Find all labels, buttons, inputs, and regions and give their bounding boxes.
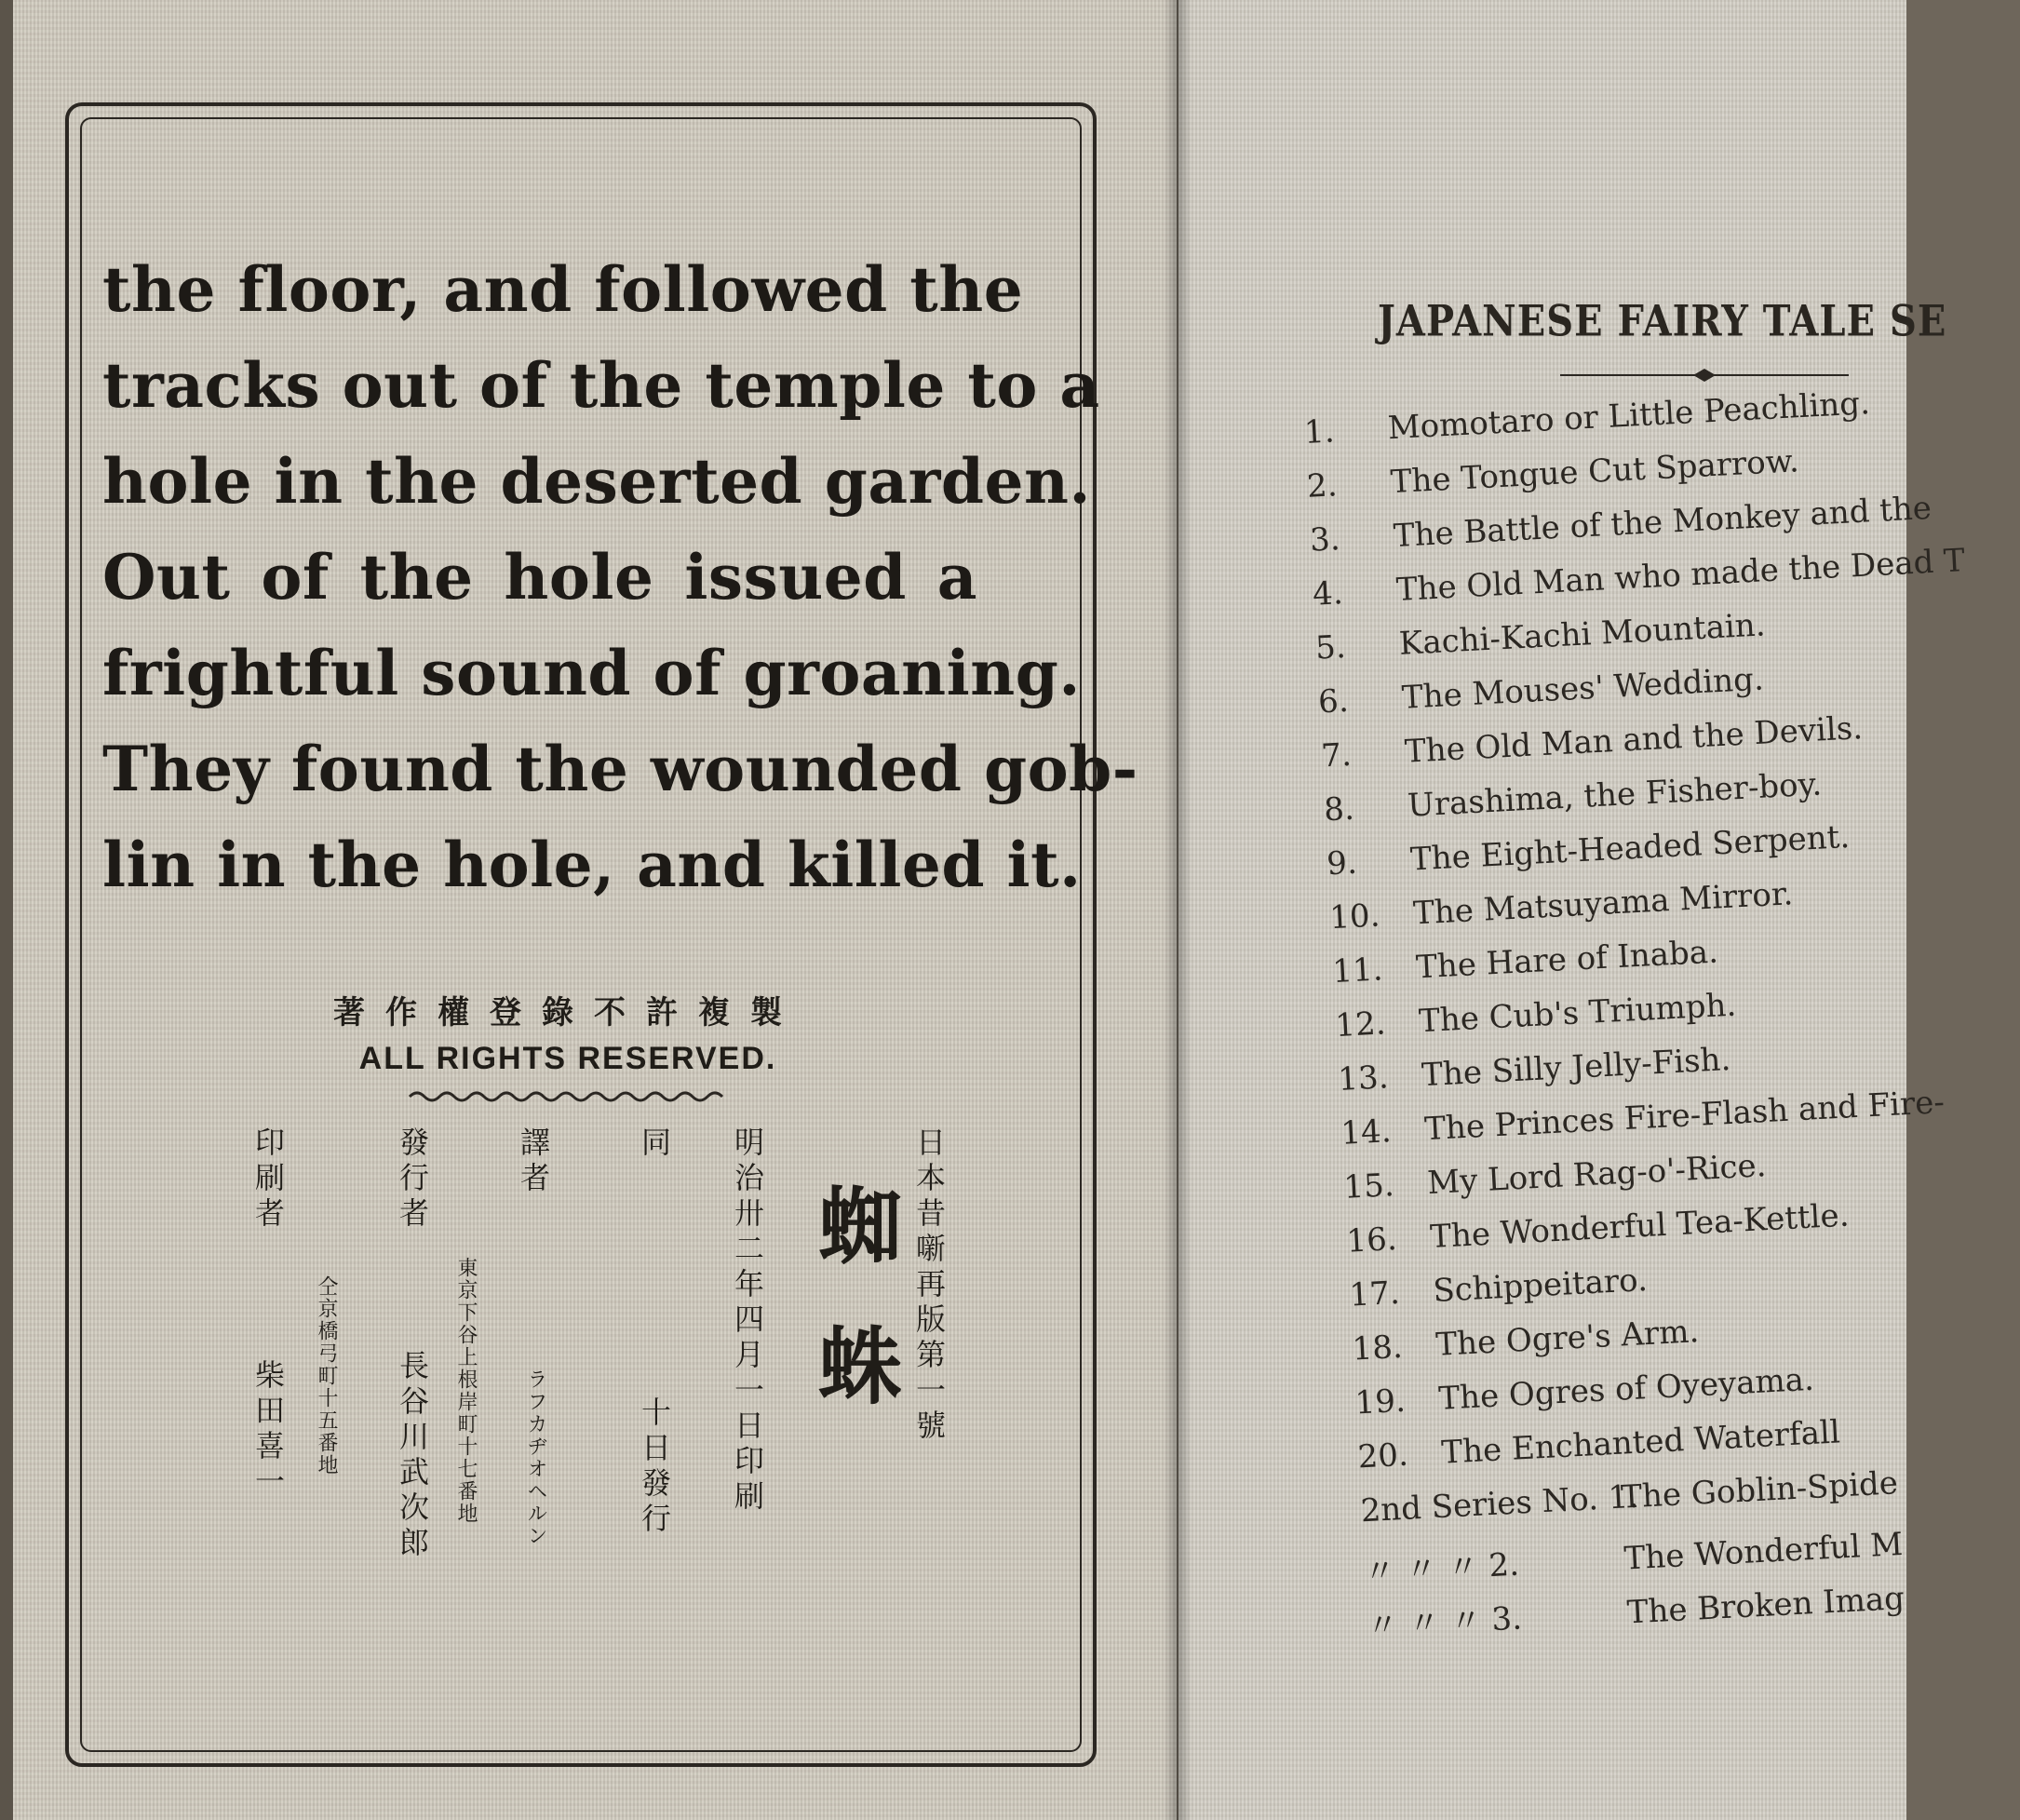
list-item-number: 20. [1356, 1436, 1409, 1476]
colophon-publisher-label: 發行者 [395, 1126, 430, 1233]
list-item-number: 3. [1309, 520, 1341, 559]
colophon-title: 蜘蛛 [803, 1182, 901, 1462]
colophon-printer-address: 仝京橋弓町十五番地 [315, 1275, 338, 1476]
list-item-title: Urashima, the Fisher-boy. [1407, 765, 1824, 825]
list-item-title: The Mouses' Wedding. [1401, 660, 1765, 717]
colophon-issue-label: 同 [637, 1126, 672, 1162]
list-item-title: The Silly Jelly-Fish. [1421, 1040, 1732, 1095]
list-item-number: 2. [1306, 466, 1339, 506]
list-item-title: The Tongue Cut Sparrow. [1389, 442, 1800, 502]
colophon-translator-label: 譯者 [516, 1126, 551, 1197]
list-item-title: The Wonderful M [1623, 1525, 1905, 1578]
list-item-number: 7. [1320, 735, 1353, 775]
colophon-series: 日本昔噺再版第一號 [911, 1126, 947, 1445]
list-item-title: The Cub's Triumph. [1418, 986, 1738, 1041]
colophon-print-date: 明治卅二年四月一日印刷 [730, 1126, 765, 1516]
list-item-title: The Ogres of Oyeyama. [1437, 1360, 1815, 1418]
list-item-title: Schippeitaro. [1432, 1261, 1649, 1310]
list-item-title: The Hare of Inaba. [1415, 933, 1719, 987]
story-line: They found the wounded gob- [102, 733, 1138, 805]
list-item-number: 〃 〃 〃 2. [1363, 1545, 1520, 1592]
list-item-number: 14. [1340, 1112, 1393, 1153]
list-item-number: 1. [1303, 412, 1336, 452]
list-item-title: My Lord Rag-o'-Rice. [1426, 1147, 1768, 1203]
list-item-title: The Battle of the Monkey and the [1392, 489, 1932, 556]
story-text [102, 242, 1138, 913]
list-item-title: The Wonderful Tea-Kettle. [1429, 1196, 1851, 1257]
list-item-number: 9. [1326, 843, 1358, 883]
list-item-number: 19. [1353, 1382, 1407, 1422]
copyright-notice-japanese: 著作權登錄不許複製 [333, 994, 802, 1031]
list-item-title: The Goblin-Spide [1620, 1464, 1899, 1517]
list-item-number: 10. [1328, 897, 1381, 937]
colophon-issue-date: 十日發行 [637, 1396, 672, 1538]
colophon-publisher-name: 長谷川武次郎 [395, 1350, 430, 1562]
list-item-number: 15. [1342, 1166, 1395, 1207]
list-item-number: 16. [1345, 1220, 1398, 1261]
list-item-number: 11. [1331, 950, 1384, 991]
story-line: hole in the deserted garden. [102, 445, 1091, 518]
list-item-number: 6. [1317, 681, 1350, 721]
colophon-printer-name: 柴田喜一 [250, 1359, 286, 1501]
wavy-rule-divider [410, 1087, 726, 1106]
list-item-title: The Princes Fire-Flash and Fire- [1423, 1083, 1946, 1149]
list-item-number: 17. [1348, 1274, 1401, 1314]
list-item-title: The Ogre's Arm. [1434, 1313, 1701, 1364]
list-item-number: 13. [1337, 1058, 1390, 1099]
list-item-title: The Eight-Headed Serpent. [1409, 817, 1852, 879]
ornamental-rule [1560, 369, 1849, 382]
list-item-number: 12. [1334, 1004, 1387, 1045]
series-title: JAPANESE FAIRY TALE SE [1378, 296, 1947, 347]
story-line: lin in the hole, and killed it. [102, 829, 1082, 901]
list-item-title: The Enchanted Waterfall [1440, 1413, 1841, 1472]
story-line: the floor, and followed the [102, 253, 1024, 326]
list-item-title: Kachi-Kachi Mountain. [1398, 606, 1767, 663]
list-item-title: The Matsuyama Mirror. [1412, 875, 1795, 933]
book-gutter [1164, 0, 1192, 1820]
list-item-number: 8. [1323, 789, 1355, 829]
list-item-title: Momotaro or Little Peachling. [1386, 384, 1871, 448]
list-item-number: 〃 〃 〃 3. [1366, 1599, 1523, 1646]
list-item-title: The Broken Imag [1625, 1579, 1906, 1632]
list-item-number: 4. [1312, 574, 1344, 613]
list-item-title: The Old Man who made the Dead T [1394, 542, 1966, 609]
list-item-number: 2nd Series No. 1. [1359, 1477, 1640, 1530]
rights-reserved-notice: ALL RIGHTS RESERVED. [358, 1041, 777, 1076]
list-item-title: The Old Man and the Devils. [1404, 709, 1864, 771]
colophon-printer-label: 印刷者 [250, 1126, 286, 1233]
story-line: tracks out of the temple to a [102, 349, 1100, 422]
colophon-publisher-address: 東京下谷上根岸町十七番地 [454, 1257, 478, 1525]
colophon-translator-name: ラフカヂオヘルン [524, 1368, 547, 1547]
story-line: Out of the hole issued a [102, 541, 977, 613]
list-item-number: 18. [1351, 1328, 1404, 1368]
list-item-number: 5. [1314, 627, 1347, 667]
story-line: frightful sound of groaning. [102, 637, 1081, 709]
colophon [242, 1126, 987, 1704]
